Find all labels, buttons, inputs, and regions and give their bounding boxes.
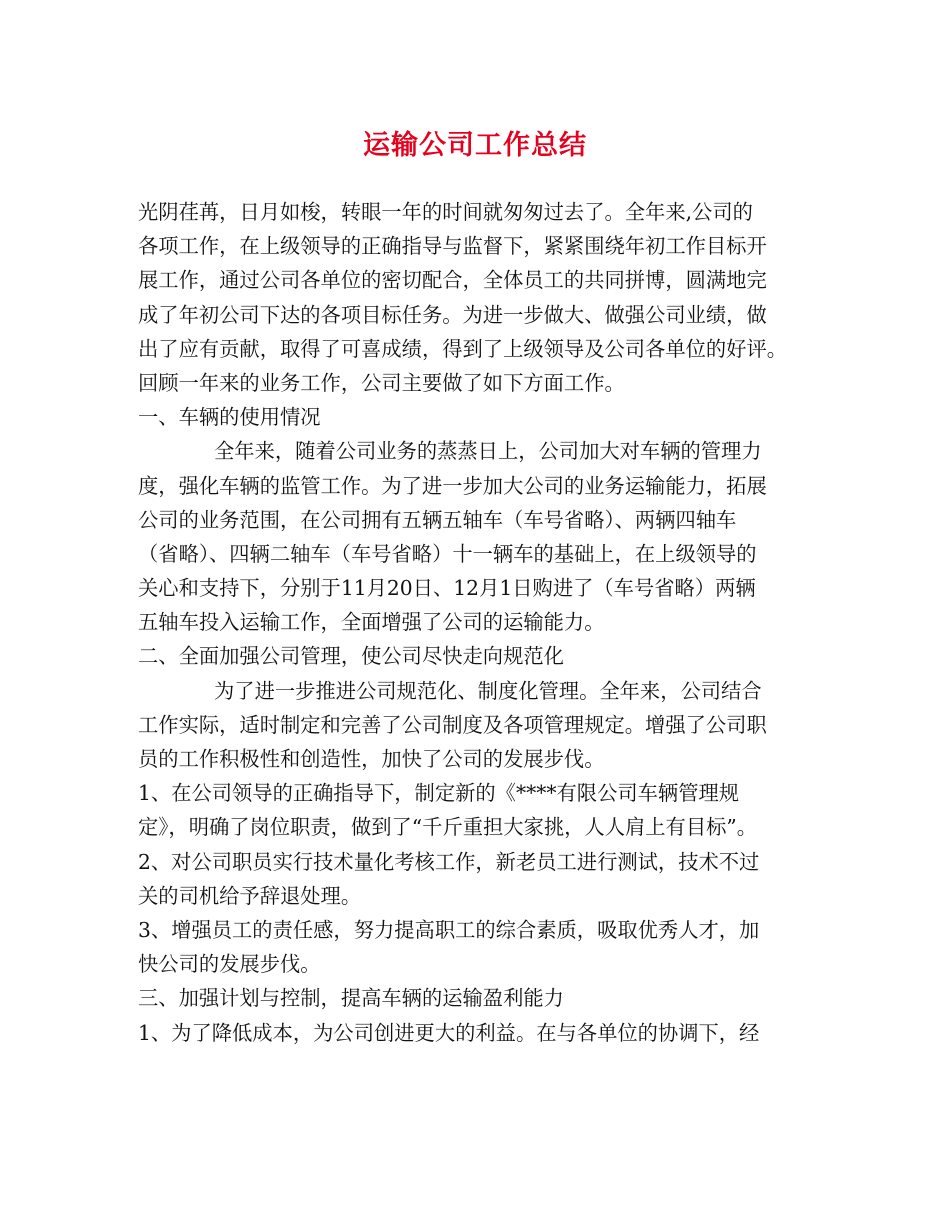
paragraph-line: 公司的业务范围，在公司拥有五辆五轴车（车号省略）、两辆四轴车 — [138, 507, 737, 532]
paragraph-line: 度，强化车辆的监管工作。为了进一步加大公司的业务运输能力，拓展 — [138, 473, 767, 498]
section-heading: 一、车辆的使用情况 — [138, 405, 321, 430]
list-item-line: 定》，明确了岗位职责，做到了“千斤重担大家挑，人人肩上有目标”。 — [138, 815, 758, 840]
list-item-line: 1、在公司领导的正确指导下，制定新的《****有限公司车辆管理规 — [138, 781, 740, 806]
paragraph-line: 工作实际，适时制定和完善了公司制度及各项管理规定。增强了公司职 — [138, 712, 767, 737]
list-item-line: 快公司的发展步伐。 — [138, 952, 321, 977]
paragraph-line: 为了进一步推进公司规范化、制度化管理。全年来，公司结合 — [214, 678, 762, 703]
paragraph-line: 回顾一年来的业务工作，公司主要做了如下方面工作。 — [138, 370, 625, 395]
section-heading: 二、全面加强公司管理，使公司尽快走向规范化 — [138, 644, 564, 669]
document-title: 运输公司工作总结 — [363, 130, 587, 161]
list-item-line: 3、增强员工的责任感，努力提高职工的综合素质，吸取优秀人才，加 — [138, 917, 760, 942]
paragraph-line: 出了应有贡献，取得了可喜成绩，得到了上级领导及公司各单位的好评。 — [138, 336, 788, 361]
paragraph-line: 关心和支持下，分别于11月20日、12月1日购进了（车号省略）两辆 — [138, 576, 756, 601]
list-item-line: 2、对公司职员实行技术量化考核工作，新老员工进行测试，技术不过 — [138, 849, 760, 874]
document-body — [138, 195, 828, 1050]
list-item-line: 关的司机给予辞退处理。 — [138, 883, 362, 908]
paragraph-line: 全年来，随着公司业务的蒸蒸日上，公司加大对车辆的管理力 — [214, 439, 762, 464]
paragraph-line: 各项工作，在上级领导的正确指导与监督下，紧紧围绕年初工作目标开 — [138, 234, 767, 259]
paragraph-line: 展工作，通过公司各单位的密切配合，全体员工的共同拼博，圆满地完 — [138, 268, 767, 293]
paragraph-line: 五轴车投入运输工作，全面增强了公司的运输能力。 — [138, 610, 605, 635]
section-heading: 三、加强计划与控制，提高车辆的运输盈利能力 — [138, 986, 564, 1011]
paragraph-line: 员的工作积极性和创造性，加快了公司的发展步伐。 — [138, 747, 605, 771]
paragraph-line: 光阴荏苒，日月如梭，转眼一年的时间就匆匆过去了。全年来,公司的 — [138, 200, 753, 224]
list-item-line: 1、为了降低成本，为公司创进更大的利益。在与各单位的协调下，经 — [138, 1020, 760, 1045]
paragraph-line: 成了年初公司下达的各项目标任务。为进一步做大、做强公司业绩，做 — [138, 302, 767, 327]
paragraph-line: （省略）、四辆二轴车（车号省略）十一辆车的基础上，在上级领导的 — [138, 541, 757, 566]
